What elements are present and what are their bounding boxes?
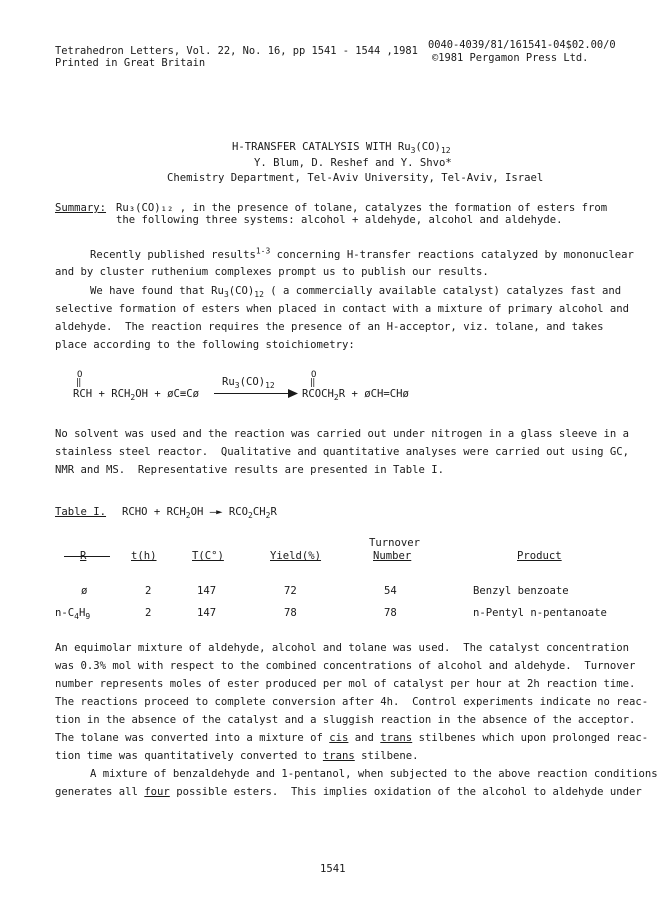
- cell-r-sub2: 9: [85, 612, 91, 622]
- summary-label: [55, 201, 106, 215]
- affiliation: Chemistry Department, Tel-Aviv University, Tel-Aviv, Israel: [167, 172, 544, 184]
- table-equation: [122, 505, 277, 519]
- col-header-yield: Yield(%): [270, 550, 322, 562]
- para4-line-3: number represents moles of ester produced per mol of catalyst per hour at 2h reaction time.: [55, 678, 636, 690]
- table-eq-c: RCO: [222, 506, 249, 518]
- table-label: Table I.: [55, 506, 107, 518]
- para4-line-5: tion in the absence of the catalyst and a sluggish reaction in the absence of the acceptor.: [55, 714, 636, 726]
- cis-term: cis: [329, 732, 349, 744]
- title-sub1: 3: [410, 146, 416, 156]
- cell-temp: 147: [197, 607, 217, 619]
- cell-time: 2: [145, 585, 152, 597]
- para2-line-3: aldehyde. The reaction requires the presence of an H-acceptor, viz. tolane, and takes: [55, 321, 604, 333]
- para3-line-3: NMR and MS. Representative results are presented in Table I.: [55, 464, 445, 476]
- para4-line-2: was 0.3% mol with respect to the combined concentrations of alcohol and aldehyde. Turnover: [55, 660, 636, 672]
- cell-turnover: 78: [384, 607, 397, 619]
- col-header-turnover-2: Number: [373, 550, 412, 562]
- para4-l6-c: stilbenes which upon prolonged reac-: [412, 732, 649, 744]
- eq-cat-ru: Ru: [222, 376, 235, 388]
- eq-oxygen-1: O: [77, 370, 83, 380]
- para3-line-2: stainless steel reactor. Qualitative and quantitative analyses were carried out using GC,: [55, 446, 630, 458]
- para2-line-2: selective formation of esters when placed in contact with a mixture of primary alcohol and: [55, 303, 630, 315]
- summary-line-1: Ru₃(CO)₁₂ , in the presence of tolane, catalyzes the formation of esters from: [116, 202, 608, 214]
- table-eq-e: R: [270, 506, 277, 518]
- cell-yield: 72: [284, 585, 297, 597]
- col-header-turnover-1: Turnover: [369, 537, 421, 549]
- para2-text-a: We have found that Ru: [90, 285, 224, 297]
- cell-product: Benzyl benzoate: [473, 585, 569, 597]
- para1-ref: 1-3: [255, 246, 271, 256]
- para2-text-c: ( a commercially available catalyst) catalyzes fast and: [263, 285, 622, 297]
- trans-term: trans: [380, 732, 413, 744]
- col-header-time: t(h): [131, 550, 157, 562]
- col-header-r-rule: [64, 556, 110, 557]
- eq-double-bond-2: ‖: [310, 378, 316, 388]
- cell-r: [55, 606, 90, 620]
- table-eq-c-sub: 2: [248, 511, 253, 521]
- para4-l6-a: The tolane was converted into a mixture of: [55, 732, 330, 744]
- cell-r: ø: [81, 585, 88, 597]
- cell-temp: 147: [197, 585, 217, 597]
- para1-line-1: [90, 248, 634, 262]
- para1-line-2: and by cluster ruthenium complexes prompt us to publish our results.: [55, 266, 489, 278]
- title-sub2: 12: [440, 146, 451, 156]
- col-header-temp: T(C°): [192, 550, 224, 562]
- para4-l7-b: stilbene.: [354, 750, 419, 762]
- copyright-line: ©1981 Pergamon Press Ltd.: [432, 52, 589, 64]
- eq-double-bond-1: ‖: [76, 378, 82, 388]
- page-number: 1541: [320, 863, 346, 875]
- para2-text-b: (CO): [228, 285, 255, 297]
- issn-code: 0040-4039/81/161541-04$02.00/0: [428, 39, 616, 51]
- summary-heading: Summary:: [55, 202, 107, 214]
- table-eq-arrow: —►: [209, 506, 223, 518]
- eq-reactants: [73, 387, 199, 401]
- eq-term1-sub: 2: [130, 393, 136, 403]
- eq-prod1b: R + øCH=CHø: [338, 388, 409, 400]
- eq-prod1: RCOCH: [302, 388, 334, 400]
- cell-yield: 78: [284, 607, 297, 619]
- para2-sub2: 12: [254, 290, 264, 300]
- title-prefix: H-TRANSFER CATALYSIS WITH Ru: [232, 141, 411, 153]
- authors: Y. Blum, D. Reshef and Y. Shvo*: [254, 157, 452, 169]
- eq-catalyst: [222, 375, 275, 389]
- summary-line-2: the following three systems: alcohol + aldehyde, alcohol and aldehyde.: [116, 214, 563, 226]
- para2-sub1: 3: [223, 290, 229, 300]
- para1-text-a: Recently published results: [90, 249, 256, 261]
- para5-l2-b: possible esters. This implies oxidation of the alcohol to aldehyde under: [169, 786, 642, 798]
- para2-line-4: place according to the following stoichiometry:: [55, 339, 355, 351]
- para1-text-b: concerning H-transfer reactions catalyzed by mononuclear: [270, 249, 634, 261]
- printed-location: Printed in Great Britain: [55, 57, 206, 69]
- col-header-product: Product: [517, 550, 562, 562]
- eq-prod1-sub: 2: [333, 393, 339, 403]
- table-eq-a-sub: 2: [185, 511, 191, 521]
- table-eq-d: CH: [252, 506, 266, 518]
- para4-line-1: An equimolar mixture of aldehyde, alcohol and tolane was used. The catalyst concentration: [55, 642, 630, 654]
- table-eq-b: OH: [190, 506, 210, 518]
- eq-cat-sub2: 12: [265, 381, 275, 391]
- trans-term: trans: [322, 750, 355, 762]
- cell-r-sub1: 4: [74, 612, 79, 622]
- eq-products: [302, 387, 409, 401]
- eq-reaction-arrow: [214, 393, 294, 394]
- eq-cat-mid: (CO): [239, 376, 266, 388]
- para2-line-1: [90, 284, 621, 298]
- cell-turnover: 54: [384, 585, 397, 597]
- arrow-head-icon: [288, 389, 298, 398]
- cell-r-a: n-C: [55, 607, 75, 619]
- cell-time: 2: [145, 607, 152, 619]
- four-term: four: [144, 786, 170, 798]
- para5-l2-a: generates all: [55, 786, 145, 798]
- para4-l6-b: and: [348, 732, 381, 744]
- para5-line-2: [55, 785, 642, 799]
- cell-r-b: H: [78, 607, 86, 619]
- title-mid: (CO): [415, 141, 441, 153]
- para3-line-1: No solvent was used and the reaction was carried out under nitrogen in a glass sleeve in a: [55, 428, 630, 440]
- cell-product: n-Pentyl n-pentanoate: [473, 607, 607, 619]
- para4-l7-a: tion time was quantitatively converted to: [55, 750, 323, 762]
- para5-line-1: A mixture of benzaldehyde and 1-pentanol, when subjected to the above reaction conditions: [90, 768, 658, 780]
- para4-line-4: The reactions proceed to complete conversion after 4h. Control experiments indicate no reac-: [55, 696, 649, 708]
- eq-term1: RCH + RCH: [73, 388, 131, 400]
- para4-line-7: [55, 749, 419, 763]
- eq-term1b: OH + øC≡Cø: [135, 388, 200, 400]
- para4-line-6: [55, 731, 648, 745]
- table-eq-d-sub: 2: [265, 511, 271, 521]
- table-eq-a: RCHO + RCH: [122, 506, 186, 518]
- eq-cat-sub1: 3: [234, 381, 240, 391]
- eq-oxygen-2: O: [311, 370, 317, 380]
- paper-title: [232, 140, 451, 154]
- journal-citation: Tetrahedron Letters, Vol. 22, No. 16, pp 1541 - 1544 ,1981: [55, 45, 418, 57]
